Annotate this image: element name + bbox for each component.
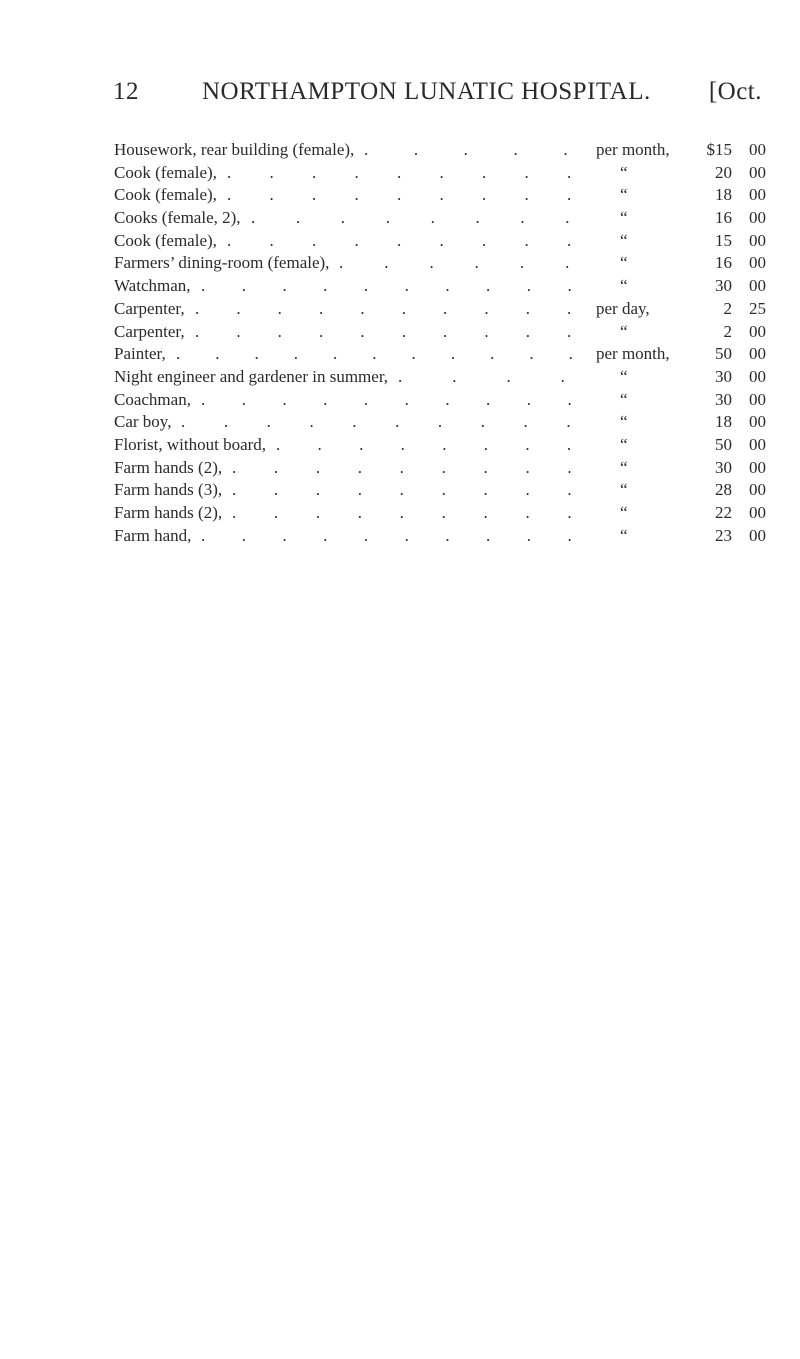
wage-dollars: 50 (715, 344, 732, 364)
table-row (114, 162, 766, 185)
table-row (114, 411, 766, 434)
wage-dollars: 20 (715, 162, 732, 182)
wage-dollars: 30 (715, 389, 732, 409)
position-description: Car boy, (114, 412, 172, 432)
running-month: [Oct. (708, 78, 762, 105)
wage-cents: 00 (749, 503, 766, 522)
wage-dollars: $15 (706, 140, 732, 159)
dot-leader: . . . . . . . . . (232, 503, 589, 522)
table-row (114, 525, 766, 548)
table-row (114, 207, 766, 230)
table-row (114, 502, 766, 525)
wage-cents: 00 (749, 208, 766, 228)
ditto-mark: “ (620, 389, 628, 409)
pay-period: per day, (596, 298, 650, 318)
wage-cents: 00 (749, 276, 766, 296)
wage-cents: 00 (749, 162, 766, 182)
position-description: Farm hands (2), (114, 503, 223, 522)
wage-dollars: 2 (723, 321, 732, 341)
table-row (114, 298, 766, 321)
table-row (114, 457, 766, 480)
wage-cents: 00 (749, 366, 766, 386)
dot-leader: . . . . . . . . . . (195, 298, 588, 318)
table-row (114, 479, 766, 502)
pay-period: per month, (596, 344, 670, 364)
pay-period: per month, (596, 140, 670, 159)
table-row (114, 366, 766, 389)
ditto-mark: “ (620, 230, 628, 250)
ditto-mark: “ (620, 434, 628, 454)
ditto-mark: “ (620, 457, 628, 477)
position-description: Cook (female), (114, 185, 217, 205)
wage-cents: 00 (749, 412, 766, 432)
position-description: Florist, without board, (114, 434, 267, 454)
table-row (114, 343, 766, 366)
ditto-mark: “ (620, 208, 628, 228)
dot-leader: . . . . . . . . (276, 434, 588, 454)
wage-cents: 00 (749, 344, 766, 364)
position-description: Farm hands (2), (114, 457, 223, 477)
wage-dollars: 15 (715, 230, 732, 250)
wage-cents: 00 (749, 457, 766, 477)
wage-dollars: 50 (715, 434, 732, 454)
wage-dollars: 28 (715, 480, 732, 500)
wage-cents: 00 (749, 525, 766, 545)
table-row (114, 252, 766, 275)
position-description: Watchman, (114, 276, 191, 296)
wage-dollars: 18 (715, 185, 732, 205)
wage-cents: 00 (749, 389, 766, 409)
ditto-mark: “ (620, 276, 628, 296)
table-row (114, 321, 766, 344)
page-number: 12 (113, 78, 139, 105)
position-description: Cook (female), (114, 162, 217, 182)
dot-leader: . . . . (398, 366, 588, 386)
ditto-mark: “ (620, 412, 628, 432)
wage-dollars: 23 (715, 525, 732, 545)
position-description: Coachman, (114, 389, 191, 409)
position-description: Cook (female), (114, 230, 217, 250)
ditto-mark: “ (620, 253, 628, 273)
wage-cents: 00 (749, 140, 766, 159)
position-description: Housework, rear building (female), (114, 140, 355, 159)
dot-leader: . . . . . . . . . (227, 162, 589, 182)
wage-cents: 00 (749, 230, 766, 250)
dot-leader: . . . . . . . . . (232, 457, 589, 477)
wage-table (114, 139, 766, 547)
table-row (114, 275, 766, 298)
dot-leader: . . . . . . . . . . (181, 412, 588, 432)
position-description: Painter, (114, 344, 166, 364)
table-row (114, 230, 766, 253)
ditto-mark: “ (620, 162, 628, 182)
position-description: Carpenter, (114, 298, 185, 318)
position-description: Night engineer and gardener in summer, (114, 366, 389, 386)
wage-dollars: 30 (715, 276, 732, 296)
position-description: Carpenter, (114, 321, 185, 341)
table-row (114, 389, 766, 412)
dot-leader: . . . . . . . . . . (201, 525, 588, 545)
ditto-mark: “ (620, 525, 628, 545)
dot-leader: . . . . . (364, 140, 589, 159)
dot-leader: . . . . . . . . (251, 208, 588, 228)
position-description: Farm hands (3), (114, 480, 223, 500)
wage-dollars: 30 (715, 457, 732, 477)
running-title: NORTHAMPTON LUNATIC HOSPITAL. (202, 78, 651, 105)
wage-cents: 00 (749, 185, 766, 205)
wage-cents: 00 (749, 321, 766, 341)
ditto-mark: “ (620, 503, 628, 522)
wage-dollars: 16 (715, 208, 732, 228)
ditto-mark: “ (620, 366, 628, 386)
ditto-mark: “ (620, 321, 628, 341)
position-description: Cooks (female, 2), (114, 208, 241, 228)
table-row (114, 434, 766, 457)
page-header (0, 78, 800, 118)
ditto-mark: “ (620, 185, 628, 205)
dot-leader: . . . . . . . . . . (195, 321, 588, 341)
dot-leader: . . . . . . . . . (232, 480, 589, 500)
dot-leader: . . . . . . . . . . (201, 389, 588, 409)
wage-dollars: 16 (715, 253, 732, 273)
wage-cents: 00 (749, 253, 766, 273)
table-row (114, 139, 766, 162)
wage-cents: 00 (749, 434, 766, 454)
wage-dollars: 22 (715, 503, 732, 522)
dot-leader: . . . . . . . . . (227, 185, 589, 205)
position-description: Farmers’ dining-room (female), (114, 253, 330, 273)
wage-dollars: 2 (723, 298, 732, 318)
table-row (114, 184, 766, 207)
wage-cents: 00 (749, 480, 766, 500)
wage-cents: 25 (749, 298, 766, 318)
wage-dollars: 30 (715, 366, 732, 386)
ditto-mark: “ (620, 480, 628, 500)
dot-leader: . . . . . . . . . (227, 230, 589, 250)
position-description: Farm hand, (114, 525, 192, 545)
wage-dollars: 18 (715, 412, 732, 432)
dot-leader: . . . . . . . . . . . (176, 344, 589, 364)
dot-leader: . . . . . . (339, 253, 588, 273)
dot-leader: . . . . . . . . . . (201, 276, 588, 296)
